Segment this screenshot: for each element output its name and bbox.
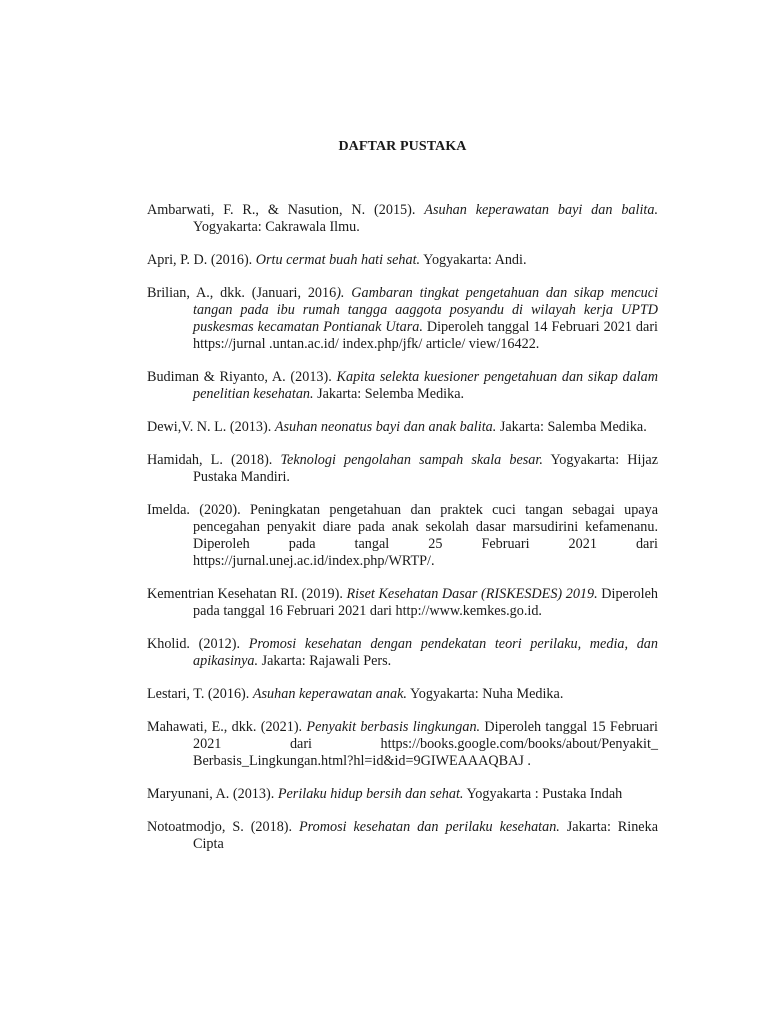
reference-entry (147, 452, 658, 486)
reference-text: Hamidah, L. (2018). (147, 452, 281, 468)
reference-source: Yogyakarta: Hijaz Pustaka Mandiri. (193, 452, 658, 485)
reference-source: Jakarta: Salemba Medika. (496, 419, 647, 435)
reference-text: Maryunani, A. (2013). (147, 786, 278, 802)
reference-entry (147, 369, 658, 403)
reference-entry (147, 636, 658, 670)
reference-entry (147, 285, 658, 353)
reference-source: Jakarta: Selemba Medika. (313, 386, 465, 402)
page-title: DAFTAR PUSTAKA (338, 139, 467, 154)
reference-text: Imelda. (2020). Peningkatan pengetahuan dan praktek cuci tangan sebagai upaya pencegahan penyakit diare pada anak sekolah dasar marsudirini kefamenanu. Diperoleh pada tangal 25 Februari 2021 dari https://jurnal.unej.ac.id/index.php/WRTP/. (147, 502, 658, 569)
reference-title: ). Gambaran tingkat pengetahuan dan sikap mencuci tangan pada ibu rumah tangga aaggota posyandu di wilayah kerja UPTD puskesmas kecamatan Pontianak Utara. (193, 285, 659, 335)
reference-entry (147, 252, 658, 269)
reference-title: Kapita selekta kuesioner pengetahuan dan sikap dalam penelitian kesehatan. (193, 369, 658, 402)
reference-source: Yogyakarta: Nuha Medika. (406, 686, 564, 702)
reference-title: Ortu cermat buah hati sehat. (255, 252, 421, 268)
reference-source: Diperoleh pada tanggal 16 Februari 2021 dari http://www.kemkes.go.id. (193, 586, 658, 619)
reference-entry (147, 502, 658, 570)
reference-title: Promosi kesehatan dan perilaku kesehatan. (299, 819, 560, 835)
reference-text: Mahawati, E., dkk. (2021). (147, 719, 307, 735)
reference-title: Asuhan keperawatan anak. (252, 686, 407, 702)
reference-source: Yogyakarta: Andi. (420, 252, 527, 268)
reference-source: Jakarta: Rineka Cipta (193, 819, 658, 852)
reference-text: Apri, P. D. (2016). (147, 252, 256, 268)
reference-text: Notoatmodjo, S. (2018). (147, 819, 300, 835)
reference-text: Brilian, A., dkk. (Januari, 2016 (147, 285, 337, 301)
reference-title: Asuhan neonatus bayi dan anak balita. (274, 419, 497, 435)
reference-text: Kementrian Kesehatan RI. (2019). (147, 586, 347, 602)
reference-text: Dewi,V. N. L. (2013). (147, 419, 275, 435)
reference-title: Perilaku hidup bersih dan sehat. (277, 786, 464, 802)
reference-source: Diperoleh tanggal 14 Februari 2021 dari https://jurnal .untan.ac.id/ index.php/jfk/ article/ view/16422. (193, 319, 658, 352)
reference-text: Ambarwati, F. R., & Nasution, N. (2015). (147, 202, 425, 218)
reference-source: Diperoleh tanggal 15 Februari 2021 dari https://books.google.com/books/about/Penyakit_ Berbasis_Lingkungan.html?hl=id&id=9GIWEAAAQBAJ . (193, 719, 658, 769)
reference-title: Promosi kesehatan dengan pendekatan teori perilaku, media, dan apikasinya. (193, 636, 658, 669)
reference-source: Yogyakarta: Cakrawala Ilmu. (193, 219, 360, 235)
reference-text: Kholid. (2012). (147, 636, 249, 652)
reference-entry (147, 819, 658, 853)
reference-list (147, 202, 658, 869)
reference-entry (147, 202, 658, 236)
reference-title: Asuhan keperawatan bayi dan balita. (424, 202, 658, 218)
reference-entry (147, 419, 658, 436)
reference-text: Lestari, T. (2016). (147, 686, 253, 702)
reference-title: Penyakit berbasis lingkungan. (306, 719, 481, 735)
reference-source: Jakarta: Rajawali Pers. (258, 653, 392, 669)
reference-title: Teknologi pengolahan sampah skala besar. (280, 452, 543, 468)
reference-source: Yogyakarta : Pustaka Indah (463, 786, 623, 802)
reference-entry (147, 586, 658, 620)
reference-text: Budiman & Riyanto, A. (2013). (147, 369, 337, 385)
reference-title: Riset Kesehatan Dasar (RISKESDES) 2019. (346, 586, 598, 602)
reference-entry (147, 719, 658, 770)
reference-entry (147, 786, 658, 803)
reference-entry (147, 686, 658, 703)
